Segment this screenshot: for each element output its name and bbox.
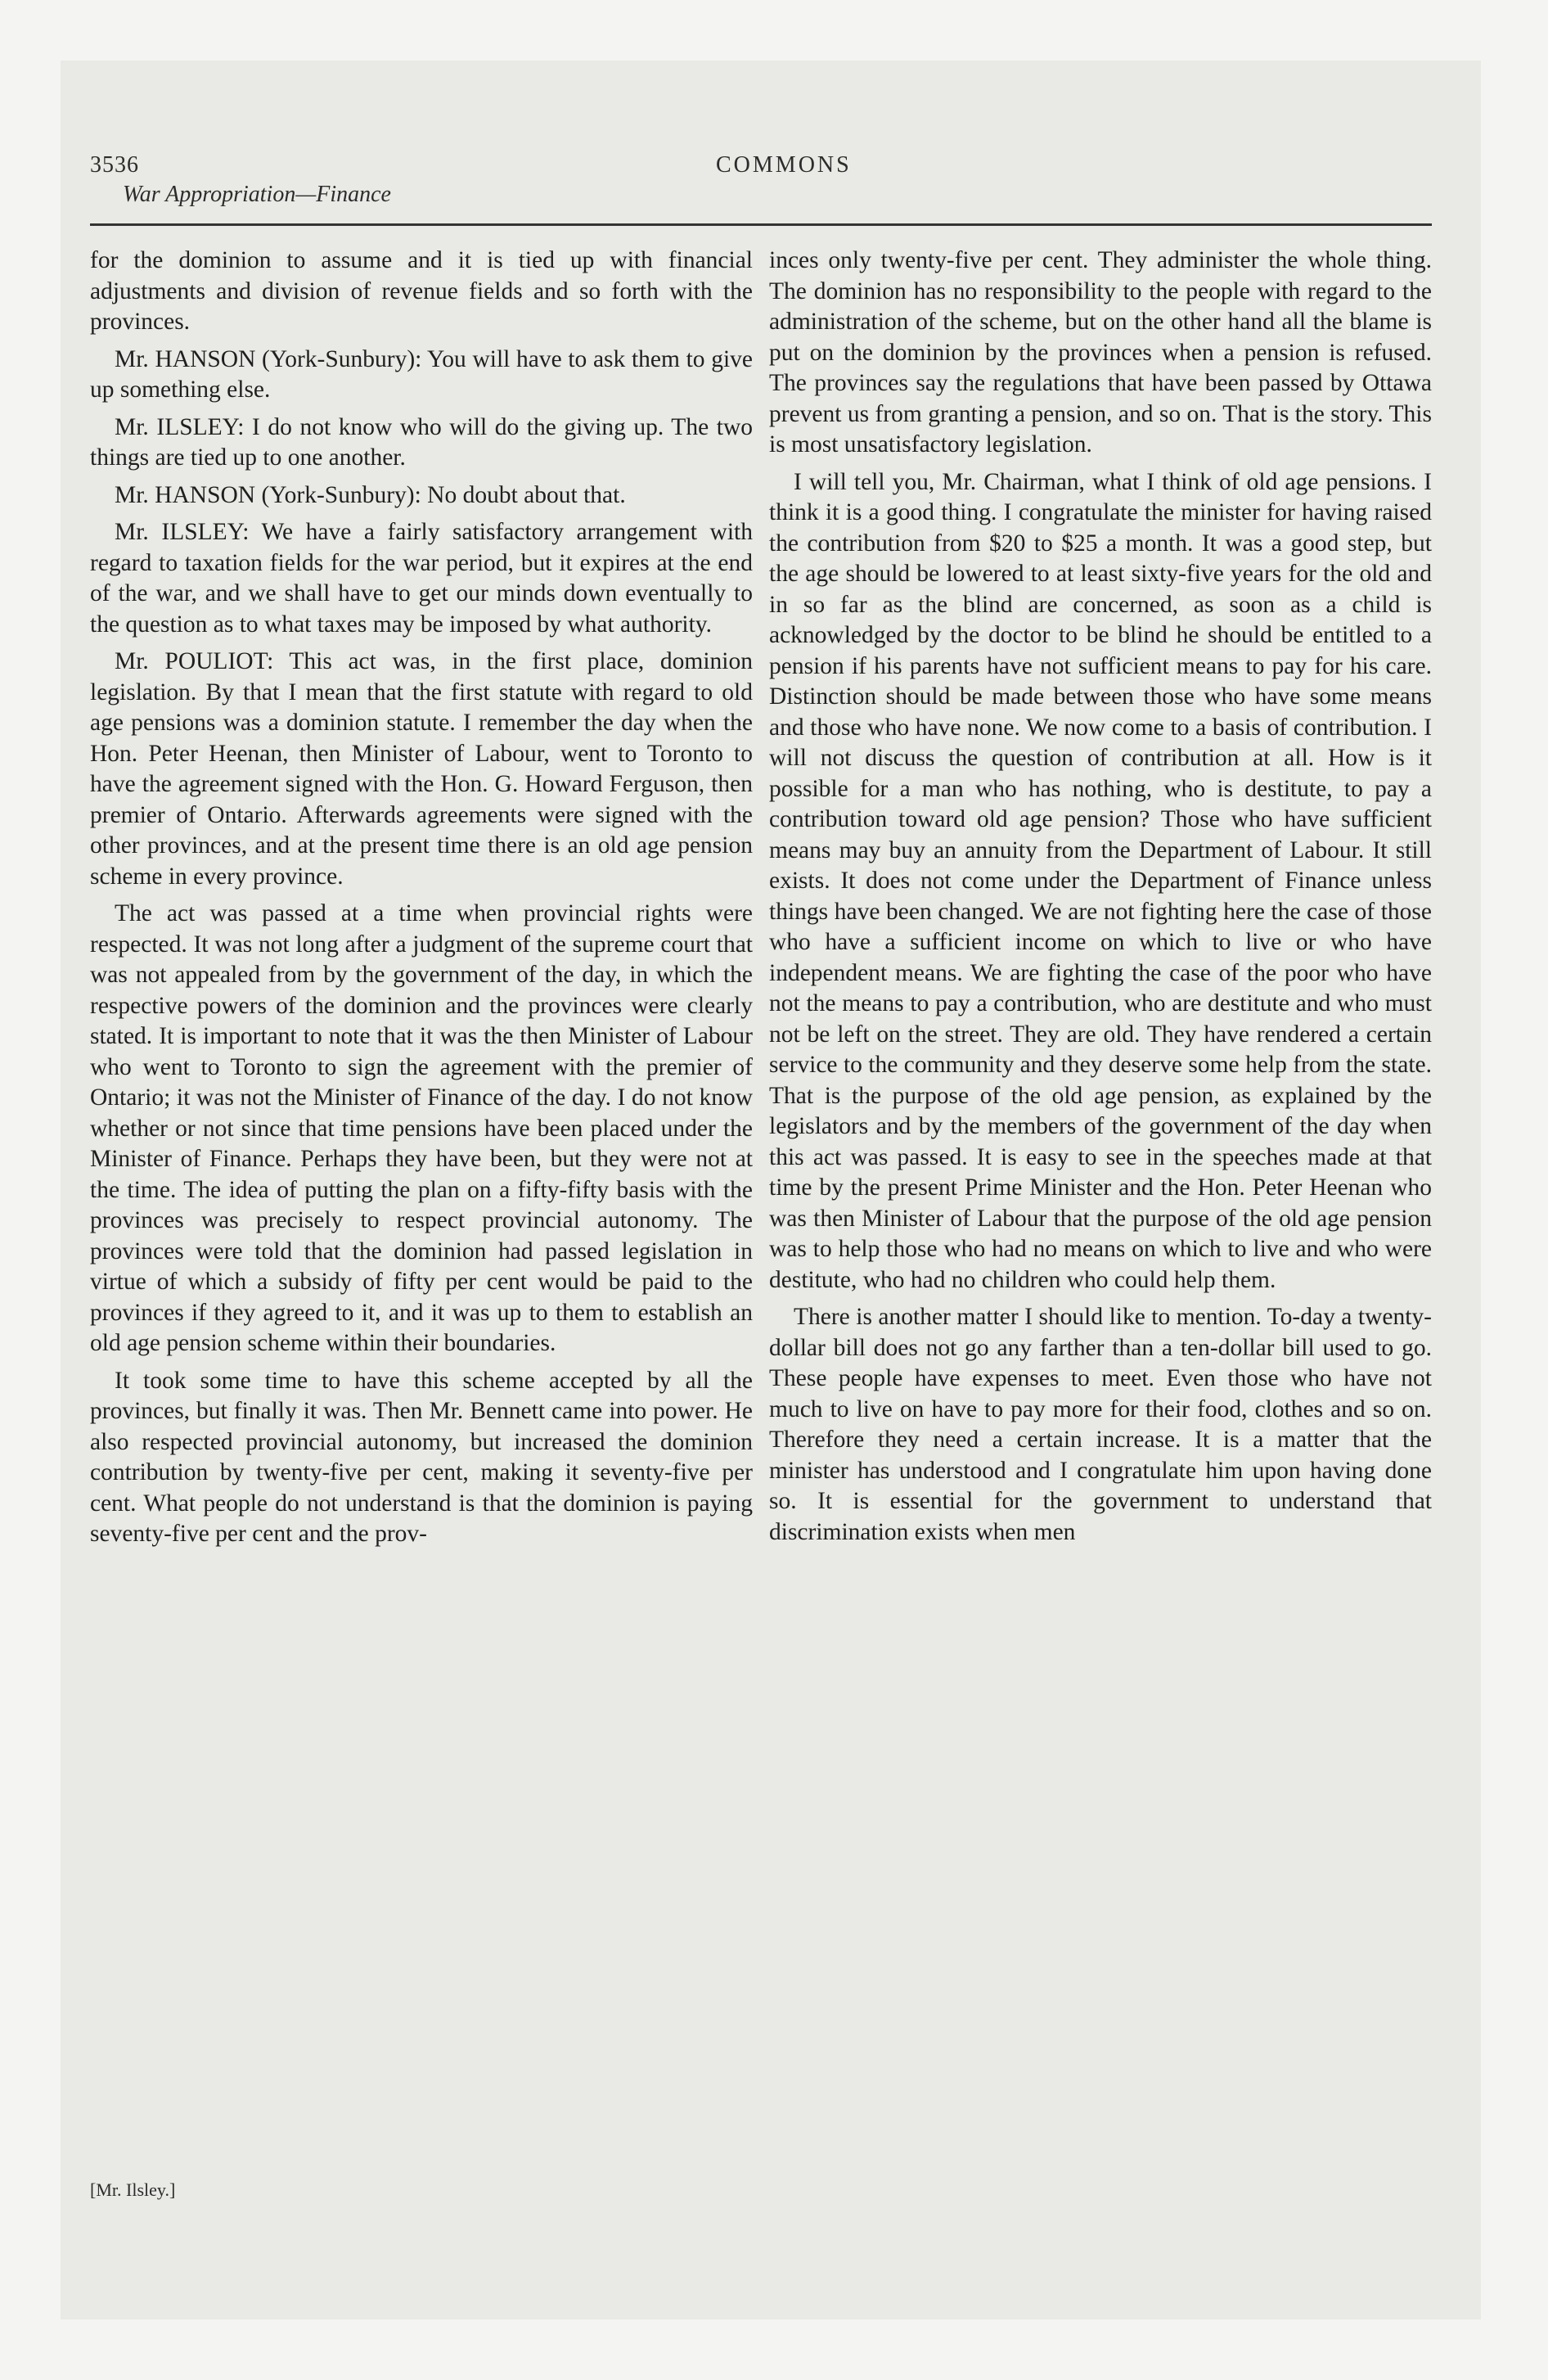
paragraph: It took some time to have this scheme accepted by all the provinces, but finally it was. Then Mr. Bennett came into power. He also respected provincial autonomy, but increased the dominion contribution by twenty-five per cent, making it seventy-five per cent. What people do not understand is that the dominion is paying seventy-five per cent and the prov- (90, 1367, 753, 1547)
running-head (90, 90, 1432, 213)
header-rule (90, 223, 1432, 226)
right-column (769, 246, 1432, 1554)
paragraph: I will tell you, Mr. Chairman, what I think of old age pensions. I think it is a good thing. I congratulate the minister for having raised the contribution from $20 to $25 a month. It was a good step, but the age should be lowered to at least sixty-five years for the old and in so far as the blind are concerned, as soon as a child is acknowledged by the doctor to be blind he should be entitled to a pension if his parents have not sufficient means to pay for his care. Distinction should be made between those who have some means and those who have none. We now come to a basis of contribution. I will not discuss the question of contribution at all. How is it possible for a man who has nothing, who is destitute, to pay a contribution toward old age pension? Those who have sufficient means may buy an annuity from the Department of Labour. It still exists. It does not come under the Department of Finance unless things have been changed. We are not fighting here the case of those who have a sufficient income on which to live or who have independent means. We are fighting the case of the poor who have not the means to pay a contribution, who are destitute and who must not be left on the street. They are old. They have rendered a certain service to the community and they deserve some help from the state. That is the purpose of the old age pension, as explained by the legislators and by the members of the government of the day when this act was passed. It is easy to see in the speeches made at that time by the present Prime Minister and the Hon. Peter Heenan who was then Minister of Labour that the purpose of the old age pension was to help those who had no means on which to live and who were destitute, who had no children who could help them. (769, 468, 1432, 1293)
speaker-attribution: [Mr. Ilsley.] (90, 2179, 176, 2200)
paragraph: There is another matter I should like to mention. To-day a twenty-dollar bill does not go any farther than a ten-dollar bill used to go. These people have expenses to meet. Even those who have not much to live on have to pay more for their food, clothes and so on. Therefore they need a certain increase. It is a matter that the minister has understood and I congratulate him upon having done so. It is essential for the government to understand that discrimination exists when men (769, 1304, 1432, 1545)
paragraph: Mr. ILSLEY: We have a fairly satisfactory arrangement with regard to taxation fields for the war period, but it expires at the end of the war, and we shall have to get our minds down eventually to the question as to what taxes may be imposed by what authority. (90, 519, 753, 638)
chamber-heading: COMMONS (716, 152, 852, 178)
paragraph: for the dominion to assume and it is tied up with financial adjustments and division of revenue fields and so forth with the provinces. (90, 247, 753, 335)
paragraph: Mr. POULIOT: This act was, in the first place, dominion legislation. By that I mean that the first statute with regard to old age pensions was a dominion statute. I remember the day when the Hon. Peter Heenan, then Minister of Labour, went to Toronto to have the agreement signed with the Hon. G. Howard Ferguson, then premier of Ontario. Afterwards agreements were signed with the other provinces, and at the present time there is an old age pension scheme in every province. (90, 648, 753, 890)
paragraph: Mr. HANSON (York-Sunbury): No doubt about that. (115, 481, 626, 508)
paragraph: Mr. HANSON (York-Sunbury): You will have to ask them to give up something else. (90, 345, 753, 403)
page-number: 3536 (90, 152, 139, 178)
running-title: War Appropriation—Finance (123, 182, 391, 207)
left-column (90, 246, 753, 1557)
paragraph: Mr. ILSLEY: I do not know who will do the giving up. The two things are tied up to one another. (90, 413, 753, 471)
paragraph: inces only twenty-five per cent. They administer the whole thing. The dominion has no responsibility to the people with regard to the administration of the scheme, but on the other hand all the blame is put on the dominion by the provinces when a pension is refused. The provinces say the regulations that have been passed by Ottawa prevent us from granting a pension, and so on. That is the story. This is most unsatisfactory legislation. (769, 247, 1432, 458)
paragraph: The act was passed at a time when provincial rights were respected. It was not long after a judgment of the supreme court that was not appealed from by the government of the day, in which the respective powers of the dominion and the provinces were clearly stated. It is important to note that it was the then Minister of Labour who went to Toronto to sign the agreement with the premier of Ontario; it was not the Minister of Finance of the day. I do not know whether or not since that time pensions have been placed under the Minister of Finance. Perhaps they have been, but they were not at the time. The idea of putting the plan on a fifty-fifty basis with the provinces was precisely to respect provincial autonomy. The provinces were told that the dominion had passed legislation in virtue of which a subsidy of fifty per cent would be paid to the provinces if they agreed to it, and it was up to them to establish an old age pension scheme within their boundaries. (90, 900, 753, 1356)
